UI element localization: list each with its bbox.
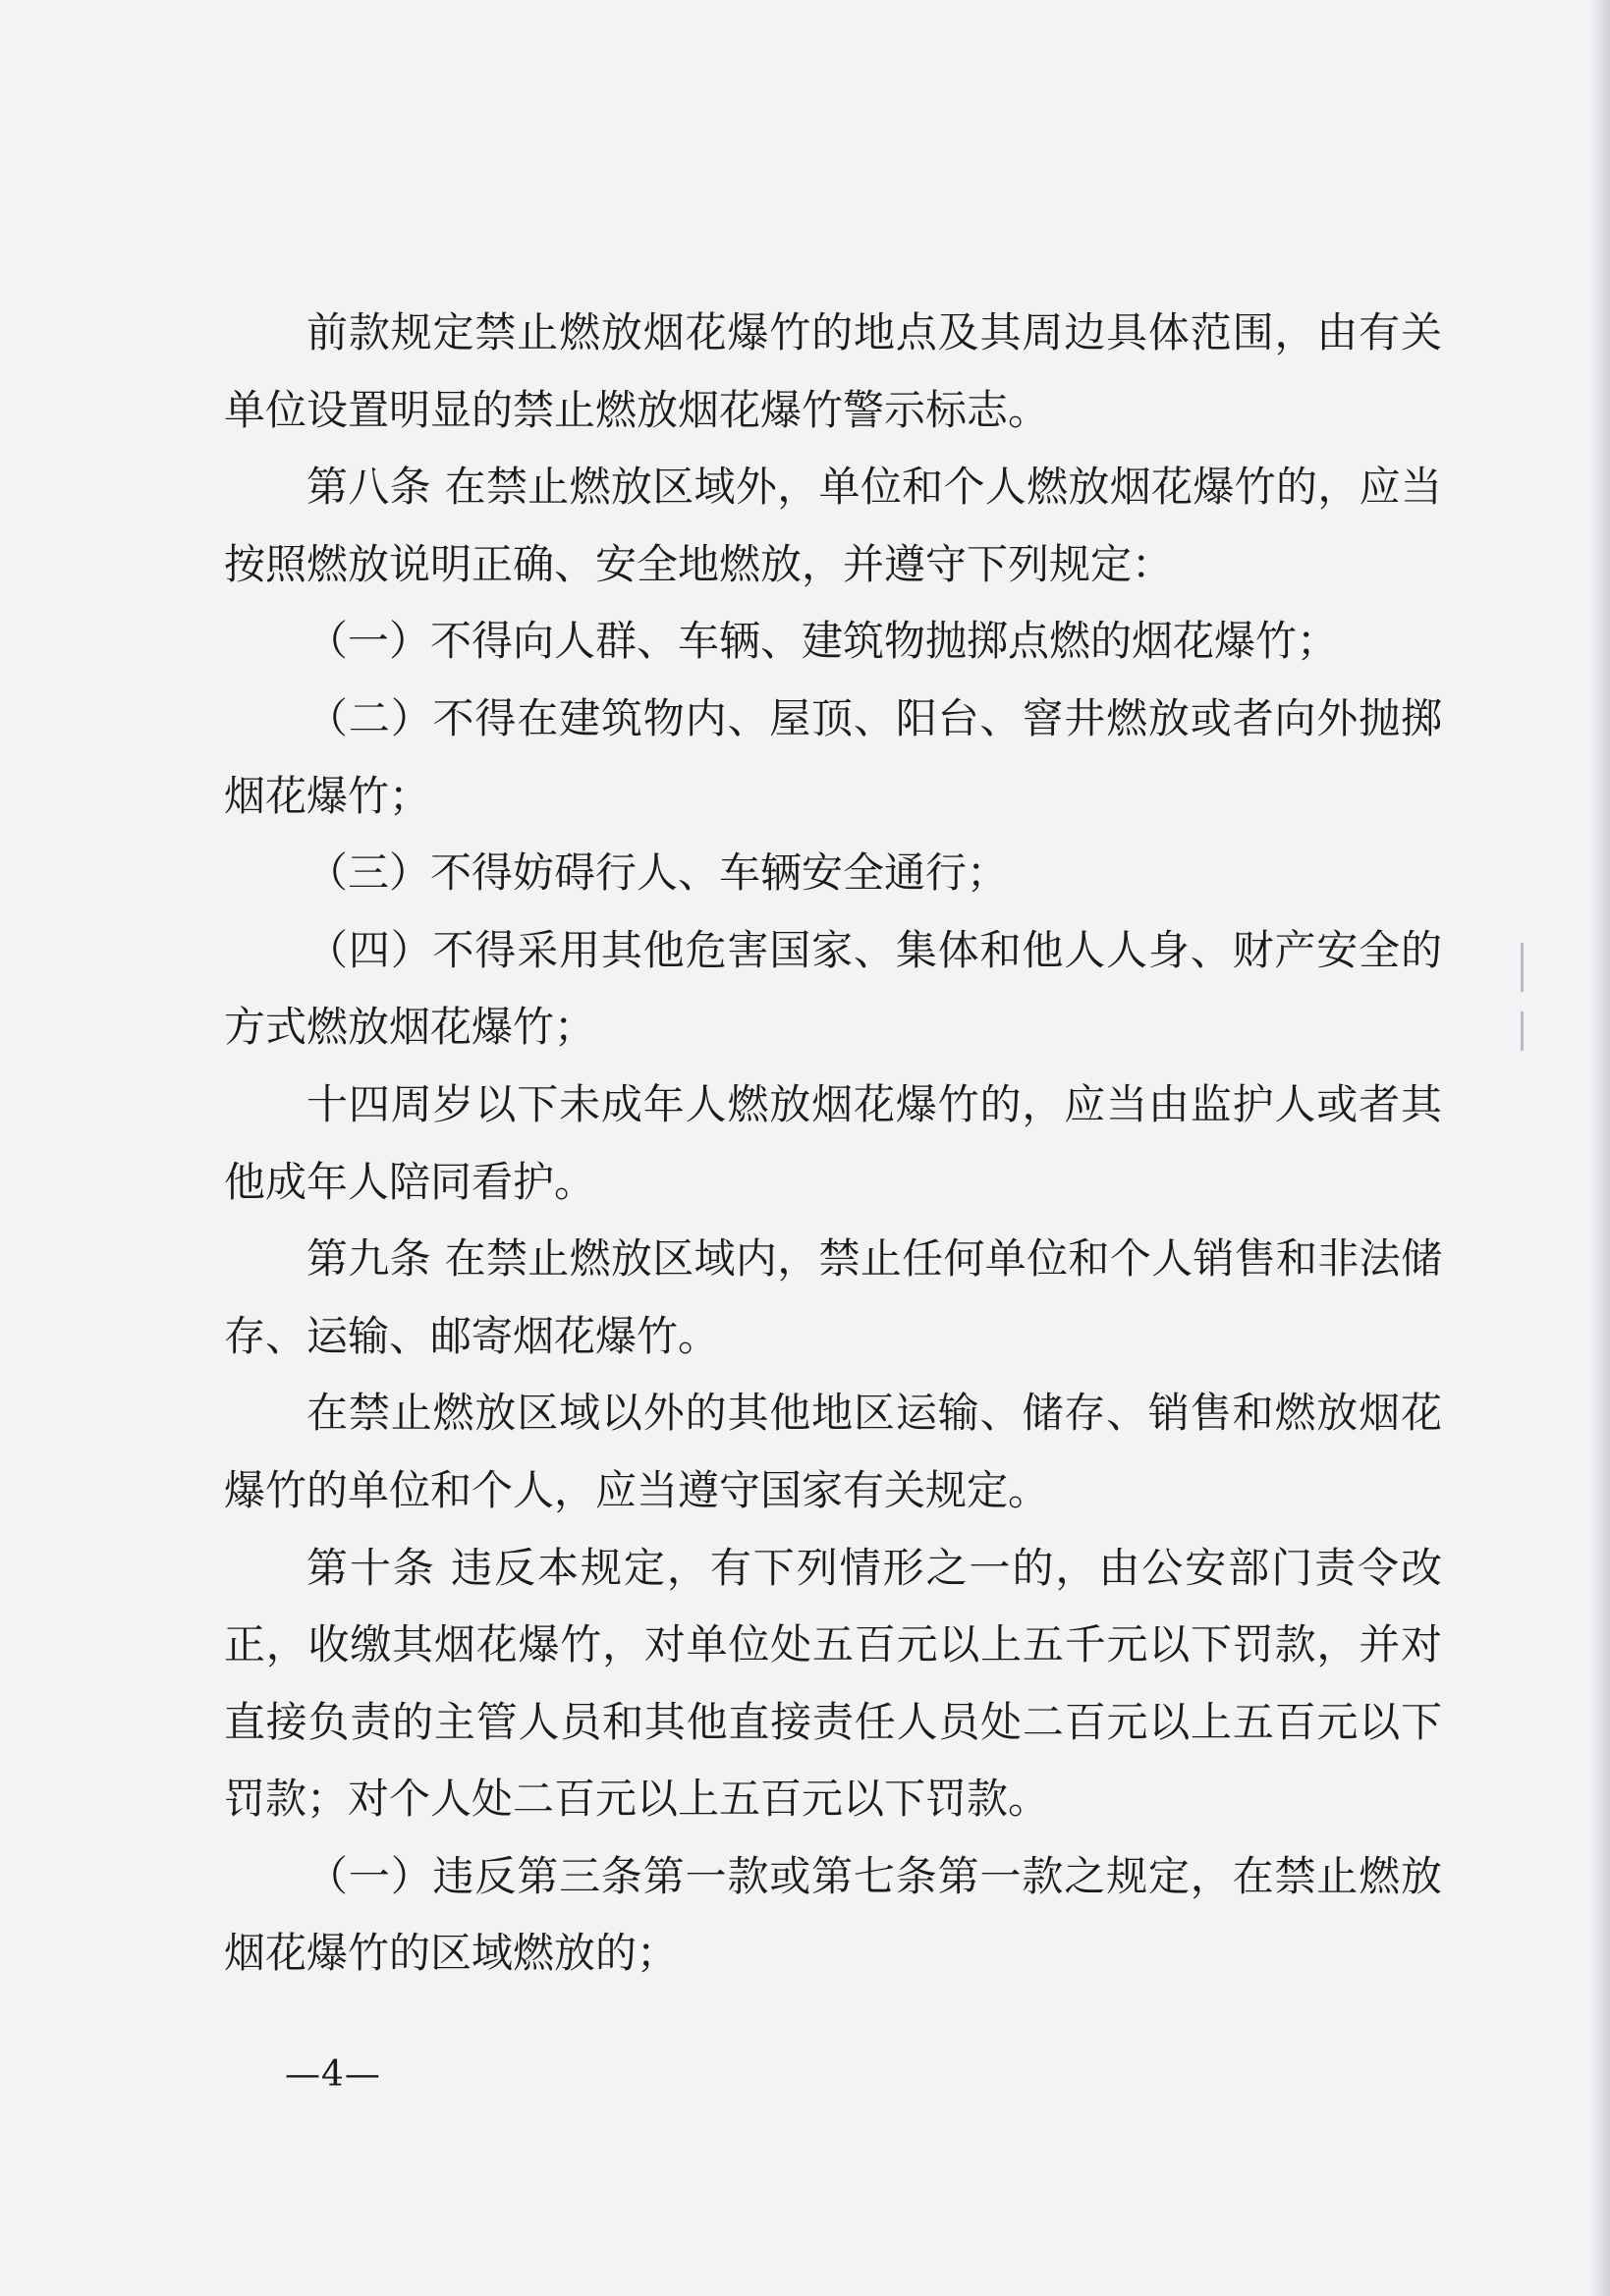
page-edge-shadow <box>1588 0 1610 2296</box>
fold-mark <box>1521 1011 1524 1051</box>
paragraph: （四）不得采用其他危害国家、集体和他人人身、财产安全的方式燃放烟花爆竹； <box>224 925 1442 1052</box>
paragraph: （一）违反第三条第一款或第七条第一款之规定，在禁止燃放烟花爆竹的区域燃放的； <box>224 1851 1442 1978</box>
paragraph: 在禁止燃放区域以外的其他地区运输、储存、销售和燃放烟花爆竹的单位和个人，应当遵守国家有关规定。 <box>224 1389 1442 1514</box>
paragraph: （二）不得在建筑物内、屋顶、阳台、窨井燃放或者向外抛掷烟花爆竹； <box>224 693 1442 820</box>
body-text <box>224 295 1442 1993</box>
paragraph: （一）不得向人群、车辆、建筑物抛掷点燃的烟花爆竹； <box>306 617 1339 666</box>
paragraph: （三）不得妨碍行人、车辆安全通行； <box>306 848 1009 898</box>
paragraph: 十四周岁以下未成年人燃放烟花爆竹的，应当由监护人或者其他成年人陪同看护。 <box>224 1079 1442 1206</box>
paragraph: 第九条 在禁止燃放区域内，禁止任何单位和个人销售和非法储存、运输、邮寄烟花爆竹。 <box>224 1234 1442 1360</box>
paragraph: 第十条 违反本规定，有下列情形之一的，由公安部门责令改正，收缴其烟花爆竹，对单位处五百元以上五千元以下罚款，并对直接负责的主管人员和其他直接责任人员处二百元以上五百元以下罚款；对个人处二百元以上五百元以下罚款。 <box>224 1543 1442 1824</box>
paragraph: 第八条 在禁止燃放区域外，单位和个人燃放烟花爆竹的，应当按照燃放说明正确、安全地燃放，并遵守下列规定： <box>224 463 1442 588</box>
page-number: —4— <box>285 2054 381 2095</box>
fold-mark <box>1521 943 1524 992</box>
paragraph: 前款规定禁止燃放烟花爆竹的地点及其周边具体范围，由有关单位设置明显的禁止燃放烟花爆竹警示标志。 <box>224 308 1442 434</box>
